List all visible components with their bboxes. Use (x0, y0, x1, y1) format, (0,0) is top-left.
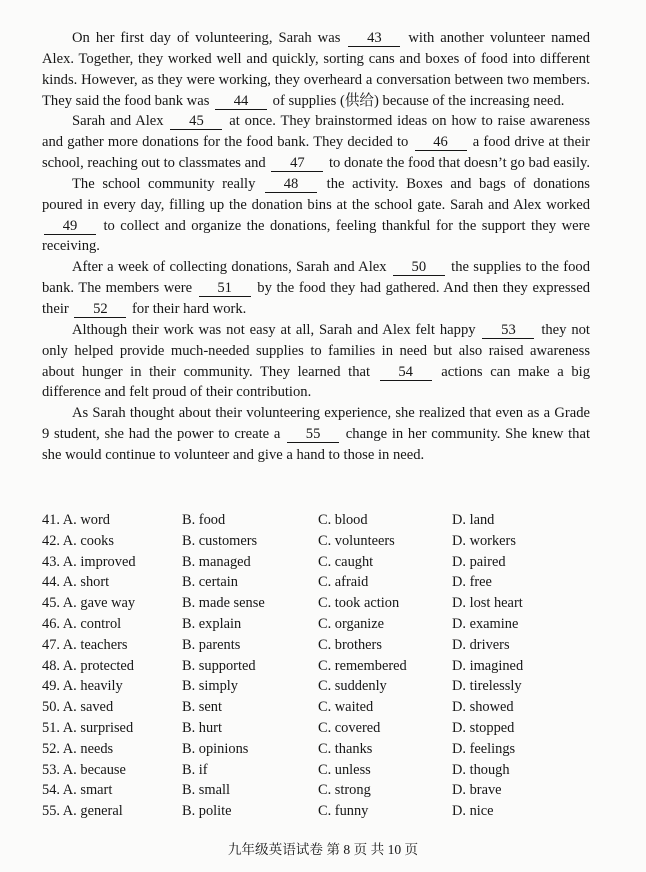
blank-number: 47 (271, 156, 323, 172)
option-choice: B. explain (182, 615, 242, 632)
option-row (42, 531, 602, 552)
option-choice: 46. A. control (42, 615, 122, 632)
passage-text: at once. They brainstormed ideas on how to raise awareness and gather more donations for the food bank. They decided to (42, 113, 591, 151)
option-choice: 48. A. protected (42, 657, 134, 674)
option-choice: C. strong (318, 782, 371, 799)
option-choice: 42. A. cooks (42, 532, 114, 549)
option-choice: 52. A. needs (42, 740, 114, 757)
passage-text: Although their work was not easy at all, Sarah and Alex felt happy (72, 321, 481, 338)
option-choice: B. managed (182, 553, 251, 570)
option-choice: C. thanks (318, 740, 373, 757)
passage-text: to donate the food that doesn’t go bad easily. (325, 155, 591, 172)
passage-text: Sarah and Alex (72, 113, 169, 130)
blank-number: 51 (199, 281, 251, 297)
passage-paragraph (42, 320, 590, 403)
option-choice: D. paired (452, 553, 506, 570)
passage-text: for their hard work. (128, 300, 247, 317)
option-row (42, 614, 602, 635)
option-choice: B. supported (182, 657, 256, 674)
option-choice: D. workers (452, 532, 516, 549)
option-row (42, 739, 602, 760)
option-choice: 47. A. teachers (42, 636, 128, 653)
blank-number: 46 (415, 135, 467, 151)
option-choice: 51. A. surprised (42, 719, 134, 736)
option-choice: D. drivers (452, 636, 510, 653)
option-row (42, 697, 602, 718)
option-choice: B. if (182, 761, 208, 778)
passage-paragraph (42, 257, 590, 320)
passage-text: the activity. Boxes and bags of donations poured in every day, filling up the donation bins at the school gate. Sarah and Alex worked (42, 175, 590, 213)
option-choice: B. opinions (182, 740, 249, 757)
blank-number: 52 (74, 302, 126, 318)
option-choice: D. feelings (452, 740, 516, 757)
option-row (42, 552, 602, 573)
passage-text: to collect and organize the donations, feeling thankful for the support they were receiving. (42, 217, 590, 255)
option-choice: 43. A. improved (42, 553, 136, 570)
answer-options (42, 510, 602, 822)
option-choice: C. remembered (318, 657, 407, 674)
passage-text: with another volunteer named Alex. Together, they worked well and quickly, sorting cans and boxes of food into different kinds. However, as they were working, they overheard a conversation between two members. They said the food bank was (42, 30, 591, 109)
option-choice: 50. A. saved (42, 699, 114, 716)
passage-text: After a week of collecting donations, Sarah and Alex (72, 259, 391, 276)
option-choice: C. afraid (318, 574, 369, 591)
option-choice: 44. A. short (42, 574, 110, 591)
option-choice: D. free (452, 574, 492, 591)
option-choice: D. nice (452, 803, 494, 820)
blank-number: 53 (482, 323, 534, 339)
passage-paragraph (42, 174, 590, 257)
option-row (42, 593, 602, 614)
option-choice: D. showed (452, 699, 514, 716)
option-choice: B. sent (182, 699, 222, 716)
option-choice: B. polite (182, 803, 232, 820)
blank-number: 43 (348, 31, 400, 47)
option-choice: D. though (452, 761, 510, 778)
passage-text: The school community really (72, 175, 264, 192)
blank-number: 48 (265, 177, 317, 193)
option-choice: C. organize (318, 615, 385, 632)
option-choice: 55. A. general (42, 803, 123, 820)
option-row (42, 656, 602, 677)
passage-text: of supplies (供给) because of the increasing need. (269, 92, 565, 109)
option-choice: 54. A. smart (42, 782, 113, 799)
option-choice: B. parents (182, 636, 241, 653)
option-choice: B. hurt (182, 719, 222, 736)
cloze-passage (42, 28, 590, 466)
passage-paragraph (42, 28, 590, 111)
option-choice: C. volunteers (318, 532, 395, 549)
option-row (42, 760, 602, 781)
option-choice: C. brothers (318, 636, 382, 653)
option-choice: B. certain (182, 574, 238, 591)
option-row (42, 780, 602, 801)
blank-number: 49 (44, 219, 96, 235)
passage-paragraph (42, 403, 590, 466)
option-choice: C. waited (318, 699, 374, 716)
passage-text: change in her community. She knew that she would continue to volunteer and give a hand to those in need. (42, 426, 590, 463)
passage-text: On her first day of volunteering, Sarah was (72, 30, 347, 46)
option-row (42, 510, 602, 531)
option-choice: B. made sense (182, 595, 265, 612)
passage-text: they not only helped provide much-needed supplies to families in need but also raised awareness about hunger in their community. They learned that (42, 321, 590, 380)
option-row (42, 572, 602, 593)
option-choice: C. suddenly (318, 678, 387, 695)
option-choice: C. covered (318, 719, 381, 736)
blank-number: 45 (170, 114, 222, 130)
option-choice: B. customers (182, 532, 258, 549)
passage-text: by the food they had gathered. And then they expressed their (42, 280, 590, 317)
option-row (42, 801, 602, 822)
blank-number: 55 (287, 427, 339, 443)
option-choice: D. imagined (452, 657, 524, 674)
option-choice: B. small (182, 782, 230, 799)
blank-number: 44 (215, 94, 267, 110)
option-row (42, 718, 602, 739)
option-row (42, 635, 602, 656)
option-choice: D. examine (452, 615, 519, 632)
option-choice: D. lost heart (452, 595, 523, 612)
passage-text: As Sarah thought about their volunteering experience, she realized that even as a Grade 9 student, she had the power to create a (42, 405, 590, 443)
option-choice: B. simply (182, 678, 238, 695)
option-choice: 41. A. word (42, 512, 110, 528)
blank-number: 50 (393, 260, 445, 276)
option-choice: 49. A. heavily (42, 678, 123, 695)
option-choice: 45. A. gave way (42, 595, 136, 612)
option-choice: D. stopped (452, 719, 515, 736)
page-footer: 九年级英语试卷 第 8 页 共 10 页 (227, 842, 419, 857)
option-choice: D. brave (452, 782, 502, 799)
passage-text: the supplies to the food bank. The members were (42, 259, 591, 297)
option-choice: D. land (452, 512, 495, 528)
option-choice: C. unless (318, 761, 371, 778)
option-row (42, 676, 602, 697)
passage-text: actions can make a big difference and felt proud of their contribution. (42, 363, 591, 401)
option-choice: C. caught (318, 553, 374, 570)
option-choice: D. tirelessly (452, 678, 522, 695)
option-choice: C. took action (318, 595, 400, 612)
passage-text: a food drive at their school, reaching out to classmates and (42, 134, 590, 172)
option-choice: 53. A. because (42, 761, 126, 778)
option-choice: C. blood (318, 512, 368, 528)
option-choice: B. food (182, 512, 226, 528)
option-choice: C. funny (318, 803, 369, 820)
blank-number: 54 (380, 365, 432, 381)
passage-paragraph (42, 111, 590, 174)
